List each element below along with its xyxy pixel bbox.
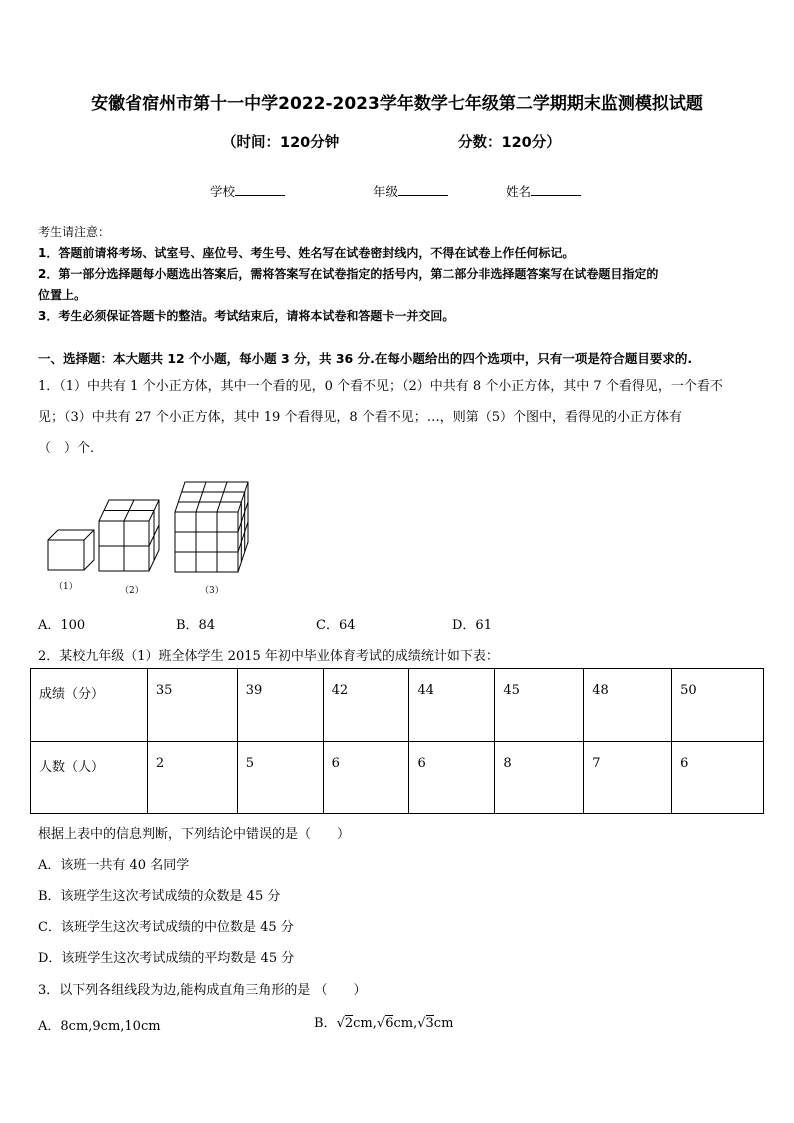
table-cell: 成绩（分） (31, 669, 148, 742)
school-blank[interactable] (235, 183, 285, 196)
q1-line-2: 见；（3）中共有 27 个小正方体，其中 19 个看得见，8 个看不见；…，则第（5）个图中，看得见的小正方体有 (38, 410, 683, 425)
table-cell: 42 (323, 669, 409, 742)
caption-1: （1） (54, 582, 78, 592)
q2-option-d[interactable]: D．该班学生这次考试成绩的平均数是 45 分 (38, 951, 295, 966)
unit-label: cm (433, 1016, 454, 1031)
table-cell: 50 (672, 669, 764, 742)
q1-line-3: （ ）个. (38, 441, 95, 456)
q1-option-d[interactable]: D．61 (452, 618, 492, 633)
exam-time: （时间：120分钟 (222, 135, 340, 151)
notice-item-2-cont: 位置上。 (38, 288, 87, 302)
school-label: 学校 (210, 184, 236, 199)
caption-3: （3） (200, 586, 224, 596)
notice-item-1: 1．答题前请将考场、试室号、座位号、考生号、姓名写在试卷密封线内，不得在试卷上作任何标记。 (38, 246, 575, 260)
cube-figure-2 (99, 500, 159, 571)
separator: , (413, 1016, 418, 1031)
unit-label: cm (393, 1016, 414, 1031)
name-label: 姓名 (506, 184, 532, 199)
name-field[interactable] (506, 182, 581, 200)
q1-option-c[interactable]: C．64 (316, 618, 356, 633)
grade-blank[interactable] (398, 183, 448, 196)
name-blank[interactable] (531, 183, 581, 196)
separator: , (372, 1016, 377, 1031)
table-cell: 6 (323, 741, 409, 814)
table-row (31, 741, 764, 814)
table-cell: 8 (495, 741, 584, 814)
table-cell: 7 (584, 741, 672, 814)
notice-heading: 考生请注意： (38, 225, 111, 239)
q3-option-b-prefix: B． (314, 1016, 337, 1031)
radicand-3: 3 (425, 1016, 434, 1031)
q1-option-b[interactable]: B．84 (176, 618, 216, 633)
q3-option-a[interactable]: A．8cm,9cm,10cm (38, 1019, 161, 1034)
q2-stem: 2．某校九年级（1）班全体学生 2015 年初中毕业体育考试的成绩统计如下表： (38, 649, 499, 664)
table-row (31, 669, 764, 742)
cube-figure-3 (175, 482, 248, 572)
table-cell: 48 (584, 669, 672, 742)
score-table (30, 668, 764, 814)
sqrt-sign: √ (417, 1016, 426, 1031)
cube-figure-1 (48, 530, 94, 570)
table-cell: 人数（人） (31, 741, 148, 814)
q3-stem: 3．以下列各组线段为边,能构成直角三角形的是 （ ） (38, 983, 367, 998)
table-cell: 45 (495, 669, 584, 742)
q1-line-1: 1．（1）中共有 1 个小正方体，其中一个看的见，0 个看不见；（2）中共有 8 个小正方体，其中 7 个看得见，一个看不 (38, 379, 723, 394)
q2-option-a[interactable]: A．该班一共有 40 名同学 (38, 858, 190, 873)
caption-2: （2） (120, 586, 144, 596)
table-cell: 35 (147, 669, 237, 742)
radicand-1: 2 (344, 1016, 354, 1031)
section-heading: 一、选择题：本大题共 12 个小题，每小题 3 分，共 36 分.在每小题给出的四个选项中，只有一项是符合题目要求的. (38, 351, 693, 366)
table-cell: 39 (237, 669, 323, 742)
grade-field[interactable] (373, 182, 448, 200)
q1-option-a[interactable]: A．100 (38, 618, 86, 633)
cubes-figure (38, 476, 278, 602)
notice-item-2: 2．第一部分选择题每小题选出答案后，需将答案写在试卷指定的括号内，第二部分非选择题答案写在试卷题目指定的 (38, 267, 659, 281)
notice-item-3: 3．考生必须保证答题卡的整洁。考试结束后，请将本试卷和答题卡一并交回。 (38, 309, 455, 323)
table-cell: 2 (147, 741, 237, 814)
unit-label: cm (353, 1016, 373, 1031)
school-field[interactable] (210, 182, 285, 200)
table-cell: 6 (672, 741, 764, 814)
grade-label: 年级 (373, 184, 399, 199)
page-title: 安徽省宿州市第十一中学2022-2023学年数学七年级第二学期期末监测模拟试题 (91, 94, 703, 114)
q2-question: 根据上表中的信息判断，下列结论中错误的是（ ） (38, 827, 351, 842)
sqrt-sign: √ (376, 1016, 386, 1031)
q3-option-b[interactable] (314, 1012, 453, 1031)
table-cell: 6 (409, 741, 495, 814)
radicand-2: 6 (385, 1016, 394, 1031)
q2-option-b[interactable]: B．该班学生这次考试成绩的众数是 45 分 (38, 889, 281, 904)
table-cell: 44 (409, 669, 495, 742)
sqrt-sign: √ (336, 1016, 345, 1031)
q2-option-c[interactable]: C．该班学生这次考试成绩的中位数是 45 分 (38, 920, 294, 935)
table-cell: 5 (237, 741, 323, 814)
exam-score: 分数：120分） (458, 135, 561, 151)
